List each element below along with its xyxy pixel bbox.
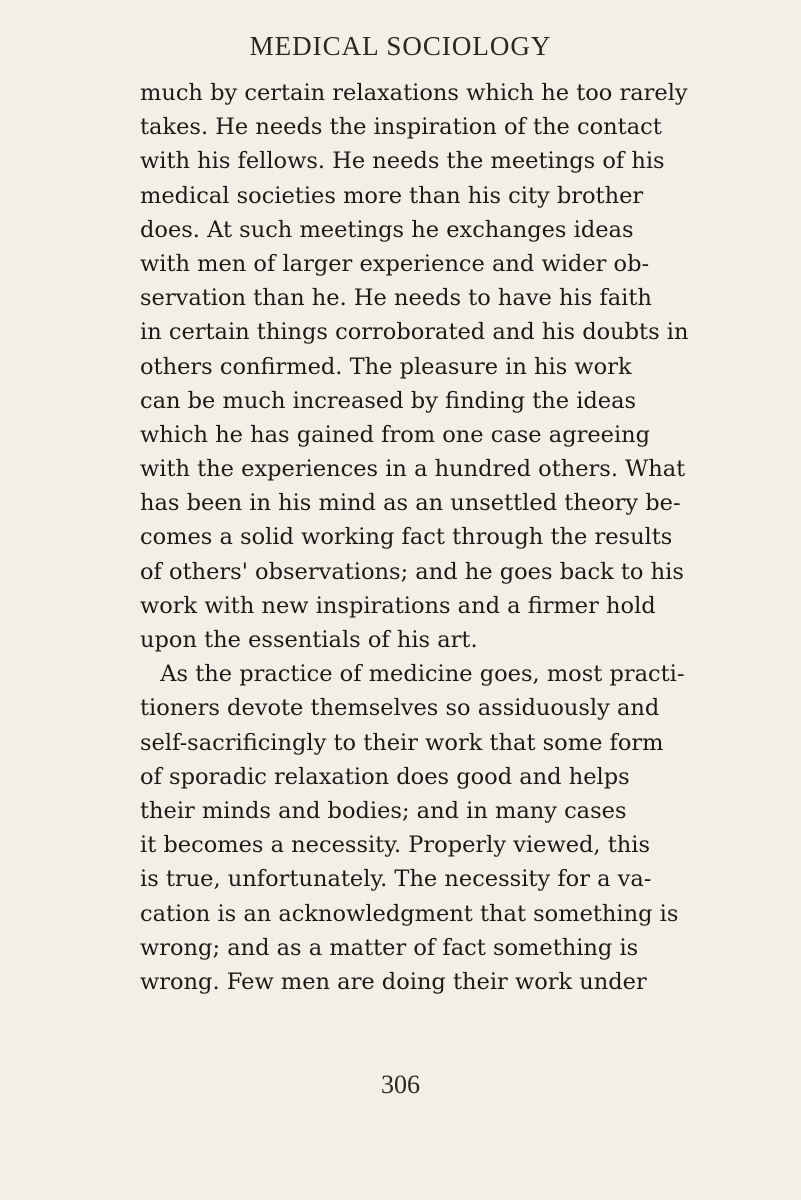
text-line: their minds and bodies; and in many cases: [140, 797, 627, 824]
text-line: cation is an acknowledgment that something is: [140, 900, 679, 927]
body-text: [140, 76, 800, 999]
text-line: with his fellows. He needs the meetings of his: [140, 148, 665, 175]
text-line: in certain things corroborated and his doubts in: [140, 319, 689, 346]
text-line: it becomes a necessity. Properly viewed, this: [140, 832, 651, 859]
text-line: is true, unfortunately. The necessity for a va-: [140, 866, 652, 893]
text-line: medical societies more than his city brother: [140, 182, 644, 209]
text-line: does. At such meetings he exchanges ideas: [140, 216, 634, 243]
text-line: others confirmed. The pleasure in his work: [140, 353, 632, 380]
text-line: wrong. Few men are doing their work under: [140, 968, 647, 995]
text-line: upon the essentials of his art.: [140, 627, 478, 653]
text-line: which he has gained from one case agreeing: [140, 421, 651, 448]
text-line: work with new inspirations and a firmer hold: [140, 592, 656, 619]
text-line: As the practice of medicine goes, most practi-: [160, 661, 685, 688]
text-line: servation than he. He needs to have his faith: [140, 285, 652, 312]
text-line: tioners devote themselves so assiduously and: [140, 695, 660, 722]
text-line: with the experiences in a hundred others. What: [140, 456, 686, 483]
text-line: takes. He needs the inspiration of the contact: [140, 114, 662, 141]
text-line: much by certain relaxations which he too rarely: [140, 80, 688, 106]
text-line: has been in his mind as an unsettled theory be-: [140, 490, 681, 517]
running-head: MEDICAL SOCIOLOGY: [249, 31, 552, 61]
text-line: wrong; and as a matter of fact something is: [140, 934, 639, 961]
text-line: of sporadic relaxation does good and helps: [140, 763, 630, 790]
text-line: comes a solid working fact through the results: [140, 524, 673, 551]
text-line: self-sacrificingly to their work that some form: [140, 729, 664, 756]
page-number: 306: [381, 1070, 420, 1099]
text-line: can be much increased by finding the ideas: [140, 387, 637, 414]
text-line: of others' observations; and he goes back to his: [140, 558, 684, 585]
text-line: with men of larger experience and wider ob-: [140, 250, 650, 277]
